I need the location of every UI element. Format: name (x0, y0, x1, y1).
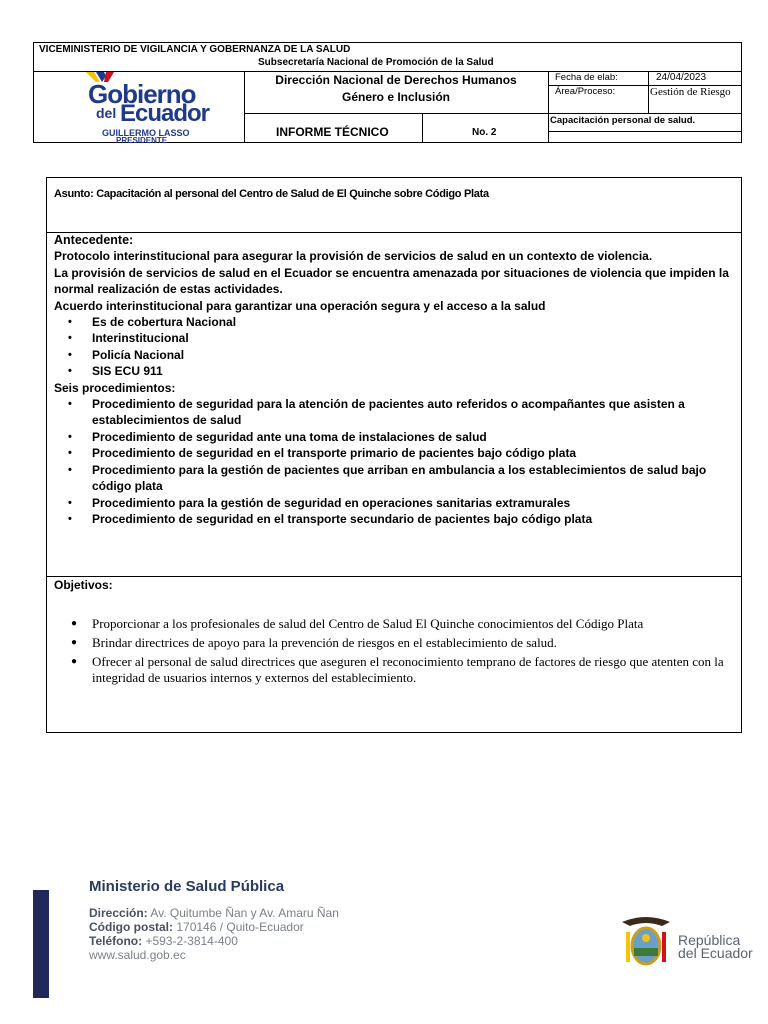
list-item: • Procedimiento de seguridad para la atención de pacientes auto referidos o acompañantes que asisten a establecimientos de salud (54, 396, 736, 429)
logo-ecuador-text: Ecuador (120, 100, 210, 127)
logo-gobierno-text: Gobierno (88, 79, 196, 109)
cobertura-list (54, 314, 736, 380)
antecedente-paragraph: Seis procedimientos: (54, 380, 176, 395)
list-item: ● Proporcionar a los profesionales de salud del Centro de Salud El Quinche conocimientos del Código Plata (68, 616, 732, 632)
antecedente-paragraph: La provisión de servicios de salud en el Ecuador se encuentra amenazada por situaciones de violencia que impiden la normal realización de estas actividades. (54, 265, 729, 297)
header-divider (548, 71, 549, 143)
logo-president-title: PRESIDENTE (116, 136, 168, 145)
header-divider (548, 131, 742, 132)
asunto-text: Capacitación al personal del Centro de Salud de El Quinche sobre Código Plata (96, 188, 489, 200)
fecha-value: 24/04/2023 (656, 72, 707, 83)
procedimientos-list (54, 396, 736, 527)
footer-codigo (89, 920, 304, 934)
gobierno-logo (82, 70, 222, 145)
list-item: • Procedimiento de seguridad ante una toma de instalaciones de salud (54, 429, 736, 445)
footer-direccion-label: Dirección: (89, 906, 148, 920)
logo-president-name: GUILLERMO LASSO (102, 128, 190, 138)
asunto-label: Asunto: (54, 188, 94, 200)
del-ecuador-text: del Ecuador (678, 945, 753, 961)
informe-tecnico-label: INFORME TÉCNICO (276, 125, 389, 139)
list-item: • SIS ECU 911 (54, 363, 736, 379)
fecha-label: Fecha de elab: (555, 72, 618, 83)
asunto-line (54, 188, 489, 200)
coat-of-arms-icon (616, 912, 676, 972)
footer-codigo-value: 170146 / Quito-Ecuador (176, 920, 304, 934)
list-item: • Interinstitucional (54, 330, 736, 346)
list-item: • Policía Nacional (54, 347, 736, 363)
list-item: • Es de cobertura Nacional (54, 314, 736, 330)
subsecretaria-title: Subsecretaría Nacional de Promoción de la Salud (258, 57, 494, 68)
list-item: • Procedimiento de seguridad en el transporte secundario de pacientes bajo código plata (54, 511, 736, 527)
direccion-title (244, 72, 548, 106)
footer-ministerio: Ministerio de Salud Pública (89, 878, 285, 895)
footer-telefono-value: +593-2-3814-400 (145, 934, 238, 948)
list-item: • Procedimiento para la gestión de seguridad en operaciones sanitarias extramurales (54, 495, 736, 511)
informe-number: No. 2 (472, 127, 497, 138)
footer-direccion-value: Av. Quitumbe Ñan y Av. Amaru Ñan (150, 906, 339, 920)
objetivos-content (68, 616, 732, 689)
footer-direccion (89, 906, 339, 920)
antecedente-label: Antecedente: (54, 233, 134, 247)
header-divider (244, 113, 548, 114)
header-divider (422, 113, 423, 143)
antecedente-content (54, 232, 736, 527)
list-item: • Procedimiento para la gestión de pacientes que arriban en ambulancia a los establecimientos de salud bajo código plata (54, 462, 736, 495)
republica-ecuador-wordmark (678, 934, 753, 960)
objetivos-list (68, 616, 732, 686)
logo-del-text: del (96, 105, 117, 121)
antecedente-paragraph: Acuerdo interinstitucional para garantizar una operación segura y el acceso a la salud (54, 298, 546, 313)
asunto-section (46, 177, 742, 233)
objetivos-label: Objetivos: (54, 578, 113, 592)
list-item: ● Ofrecer al personal de salud directrices que aseguren el reconocimiento temprano de factores de riesgo que atenten con la integridad de usuarios internos y externos del establecimiento. (68, 654, 732, 686)
footer-accent-bar (33, 890, 49, 998)
footer-web-link[interactable]: www.salud.gob.ec (89, 948, 186, 962)
area-value: Gestión de Riesgo (650, 86, 731, 98)
list-item: • Procedimiento de seguridad en el transporte primario de pacientes bajo código plata (54, 445, 736, 461)
republica-text: República (678, 932, 741, 948)
tema-value: Capacitación personal de salud. (550, 115, 696, 126)
viceministerio-title: VICEMINISTERIO DE VIGILANCIA Y GOBERNANZA DE LA SALUD (39, 44, 351, 55)
area-label: Área/Proceso: (555, 86, 616, 97)
header-divider (548, 113, 742, 114)
footer-codigo-label: Código postal: (89, 920, 173, 934)
direccion-line-2: Género e Inclusión (341, 90, 451, 104)
footer-telefono (89, 934, 238, 948)
list-item: ● Brindar directrices de apoyo para la prevención de riesgos en el establecimiento de salud. (68, 635, 732, 651)
antecedente-paragraph: Protocolo interinstitucional para asegurar la provisión de servicios de salud en un contexto de violencia. (54, 249, 653, 264)
direccion-line-1: Dirección Nacional de Derechos Humanos (275, 73, 517, 87)
header-divider (648, 71, 649, 113)
footer-telefono-label: Teléfono: (89, 934, 143, 948)
